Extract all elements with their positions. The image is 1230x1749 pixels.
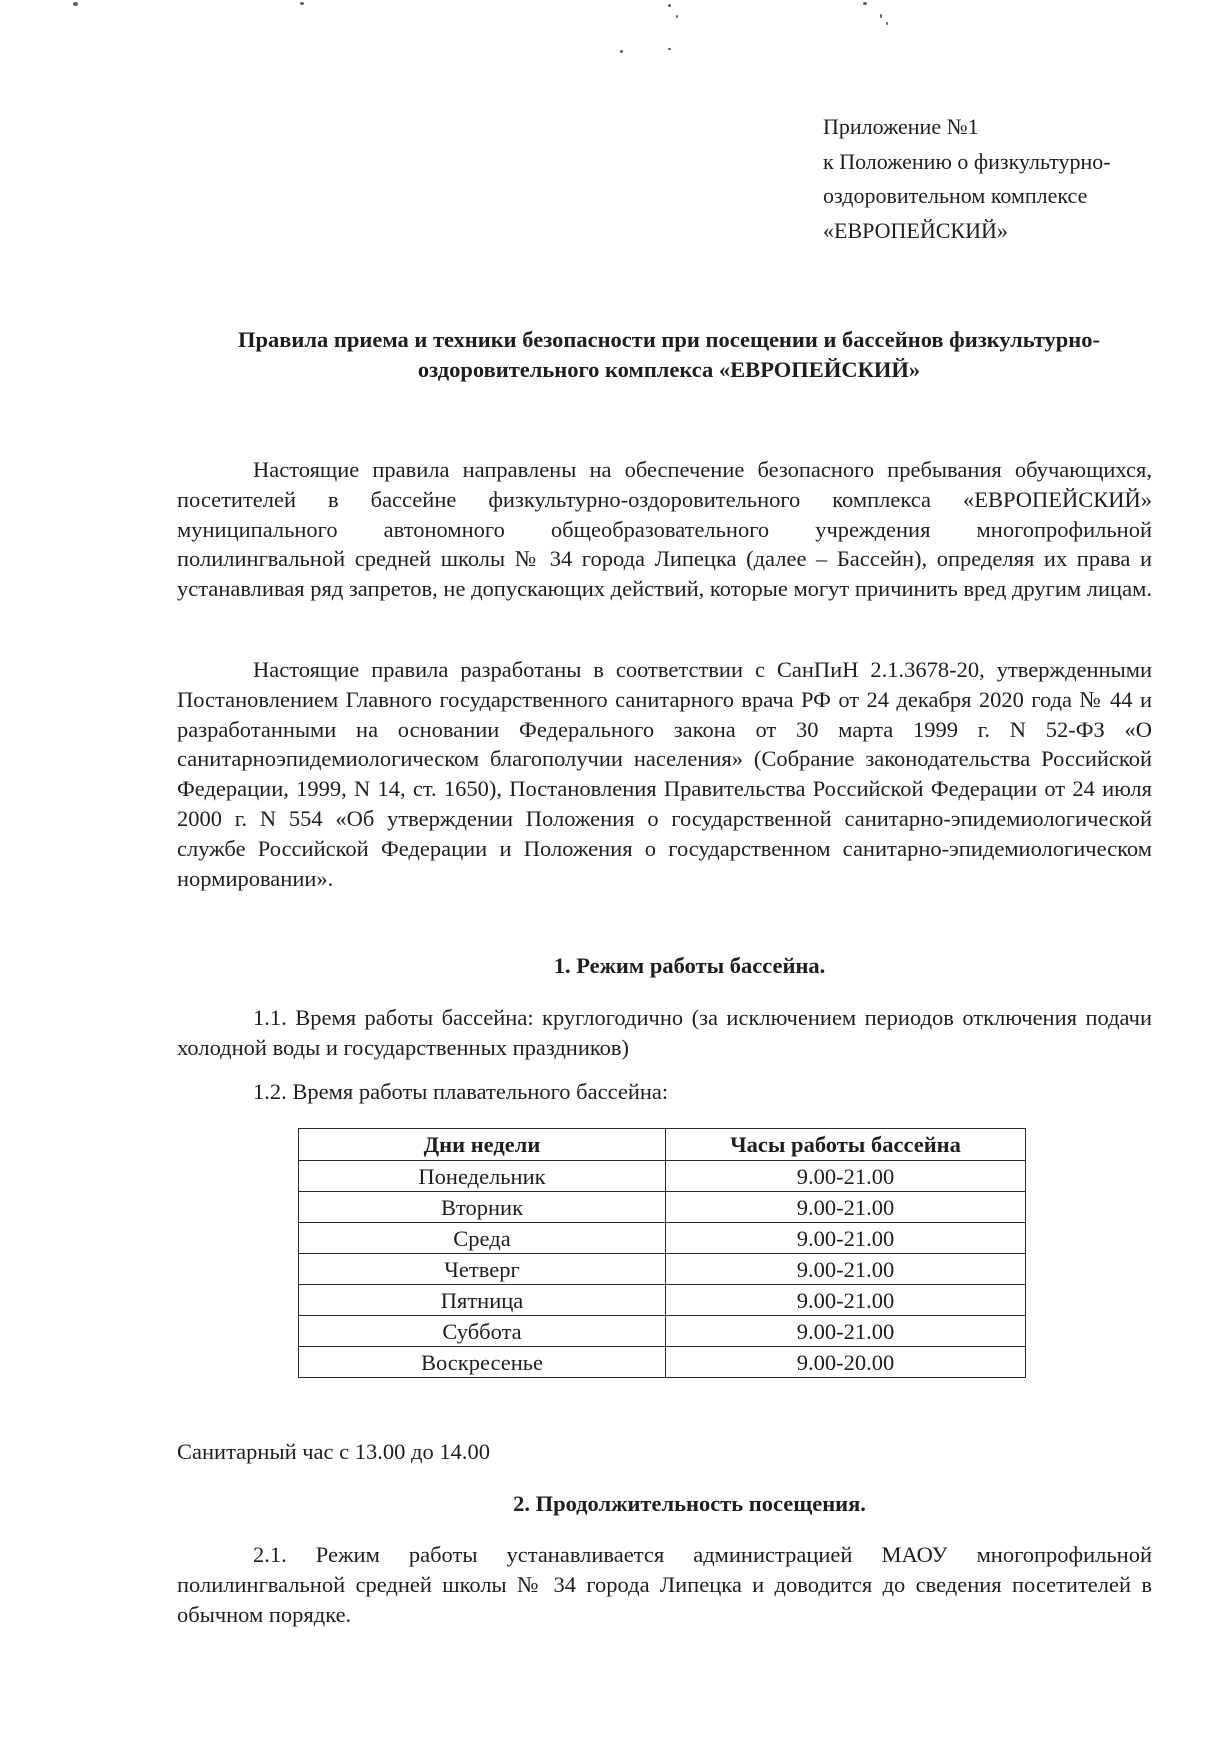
table-row (299, 1192, 1026, 1223)
column-header: Дни недели (299, 1129, 666, 1161)
table-row (299, 1347, 1026, 1378)
annex-header (823, 110, 1203, 248)
day-cell: Вторник (299, 1192, 666, 1223)
intro-paragraph: Настоящие правила разработаны в соответствии с СанПиН 2.1.3678-20, утвержденными Постановлением Главного государственного санитарного врача РФ от 24 декабря 2020 года № 44 и разработанными на основании Федерального закона от 30 марта 1999 г. N 52-ФЗ «О санитарноэпидемиологическом благополучии населения» (Собрание законодательства Российской Федерации, 1999, N 14, ст. 1650), Постановления Правительства Российской Федерации от 24 июля 2000 г. N 554 «Об утверждении Положения о государственной санитарно-эпидемиологической службе Российской Федерации и Положения о государственном санитарно-эпидемиологическом нормировании». (177, 657, 1152, 891)
hours-cell: 9.00-21.00 (666, 1161, 1026, 1192)
sanitary-hour-note: Санитарный час с 13.00 до 14.00 (177, 1439, 490, 1464)
annex-line: к Положению о физкультурно- (823, 148, 1111, 174)
intro-paragraph: Настоящие правила направлены на обеспечение безопасного пребывания обучающихся, посетителей в бассейне физкультурно-оздоровительного комплекса «ЕВРОПЕЙСКИЙ» муниципального автономного общеобразовательного учреждения многопрофильной полилингвальной средней школы № 34 города Липецка (далее – Бассейн), определяя их права и устанавливая ряд запретов, не допускающих действий, которые могут причинить вред другим лицам. (177, 457, 1152, 602)
day-cell: Среда (299, 1223, 666, 1254)
section-item: 1.2. Время работы плавательного бассейна: (253, 1079, 669, 1104)
title-line: Правила приема и техники безопасности при посещении и бассейнов физкультурно- (238, 327, 1100, 352)
table-row (299, 1161, 1026, 1192)
section-heading (177, 1489, 1152, 1519)
table-row (299, 1316, 1026, 1347)
hours-cell: 9.00-21.00 (666, 1192, 1026, 1223)
day-cell: Понедельник (299, 1161, 666, 1192)
annex-line: Приложение №1 (823, 114, 979, 139)
hours-cell: 9.00-21.00 (666, 1223, 1026, 1254)
scan-speck (880, 14, 882, 18)
schedule-table (298, 1128, 1026, 1378)
section-heading (177, 951, 1152, 981)
scan-speck (863, 2, 867, 5)
section-item: 2.1. Режим работы устанавливается администрацией МАОУ многопрофильной полилингвальной средней школы № 34 города Липецка и доводится до сведения посетителей в обычном порядке. (177, 1542, 1152, 1627)
day-cell: Пятница (299, 1285, 666, 1316)
document-title (178, 325, 1160, 385)
hours-cell: 9.00-20.00 (666, 1347, 1026, 1378)
day-cell: Воскресенье (299, 1347, 666, 1378)
scan-speck (886, 22, 888, 25)
scan-speck (676, 15, 678, 18)
table-header-row (299, 1129, 1026, 1161)
scan-speck (73, 2, 78, 6)
day-cell: Четверг (299, 1254, 666, 1285)
section-heading-text: 1. Режим работы бассейна. (553, 953, 826, 978)
scan-speck (668, 48, 671, 50)
hours-cell: 9.00-21.00 (666, 1316, 1026, 1347)
table-row (299, 1285, 1026, 1316)
table-row (299, 1254, 1026, 1285)
column-header: Часы работы бассейна (666, 1129, 1026, 1161)
section-item: 1.1. Время работы бассейна: круглогодично (за исключением периодов отключения подачи холодной воды и государственных праздников) (177, 1005, 1152, 1060)
title-line: оздоровительного комплекса «ЕВРОПЕЙСКИЙ» (417, 357, 921, 382)
hours-cell: 9.00-21.00 (666, 1285, 1026, 1316)
hours-cell: 9.00-21.00 (666, 1254, 1026, 1285)
scan-speck (300, 2, 304, 5)
day-cell: Суббота (299, 1316, 666, 1347)
section-heading-text: 2. Продолжительность посещения. (513, 1491, 866, 1516)
scan-speck (620, 50, 623, 53)
annex-line: «ЕВРОПЕЙСКИЙ» (823, 217, 1008, 243)
table-row (299, 1223, 1026, 1254)
scan-speck (668, 4, 671, 7)
annex-line: оздоровительном комплексе (823, 183, 1088, 208)
